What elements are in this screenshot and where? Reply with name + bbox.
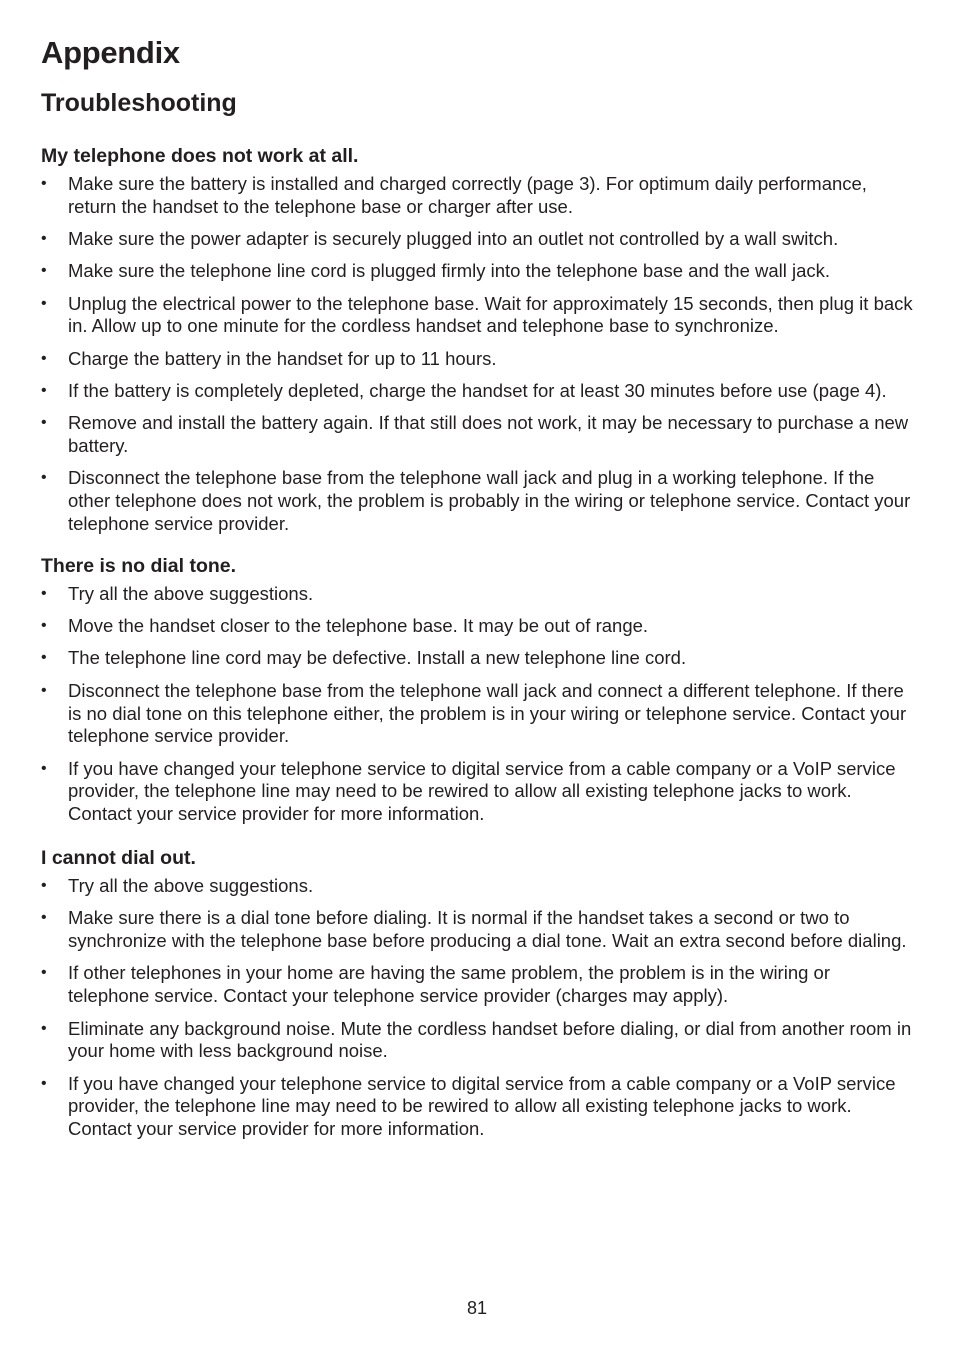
list-item — [41, 467, 916, 535]
list-item — [41, 615, 916, 638]
list-item-text: Try all the above suggestions. — [68, 582, 314, 604]
bullet-list — [41, 173, 916, 536]
subsection-heading: There is no dial tone. — [41, 554, 237, 577]
list-item — [41, 962, 916, 1008]
bullet-icon: • — [41, 1019, 47, 1037]
list-item-text: Charge the battery in the handset for up to 11 hours. — [68, 347, 497, 369]
list-item — [41, 293, 916, 339]
list-item — [41, 260, 916, 283]
list-item — [41, 380, 916, 403]
bullet-list — [41, 875, 916, 1141]
bullet-icon: • — [41, 349, 47, 367]
subsection-no-dial-tone — [41, 554, 916, 826]
bullet-icon: • — [41, 649, 47, 667]
subsection-heading: I cannot dial out. — [41, 847, 196, 870]
page-number: 81 — [466, 1298, 488, 1318]
list-item — [41, 348, 916, 371]
list-item — [41, 583, 916, 606]
list-item — [41, 875, 916, 898]
list-item-text: If other telephones in your home are having the same problem, the problem is in the wiring or telephone service. Contact your telephone service provider (charges may apply). — [68, 962, 830, 1007]
list-item — [41, 1018, 916, 1064]
list-item-text: The telephone line cord may be defective. Install a new telephone line cord. — [68, 647, 687, 669]
section-title: Troubleshooting — [41, 89, 237, 117]
subsection-heading: My telephone does not work at all. — [41, 145, 359, 167]
list-item-text: Move the handset closer to the telephone base. It may be out of range. — [68, 615, 649, 637]
list-item-text: If you have changed your telephone service to digital service from a cable company or a VoIP service provider, the telephone line may need to be rewired to allow all existing telephone jacks to work. Contact your service provider for more information. — [68, 1072, 896, 1140]
bullet-icon: • — [41, 262, 47, 280]
list-item-text: Make sure the telephone line cord is plugged firmly into the telephone base and the wall jack. — [68, 260, 831, 282]
list-item — [41, 228, 916, 251]
list-item — [41, 647, 916, 670]
list-item-text: Make sure there is a dial tone before dialing. It is normal if the handset takes a second or two to synchronize with the telephone base before producing a dial tone. Wait an extra second before dialing. — [68, 907, 907, 952]
bullet-icon: • — [41, 382, 47, 400]
list-item-text: Eliminate any background noise. Mute the cordless handset before dialing, or dial from another room in your home with less background noise. — [68, 1017, 912, 1062]
bullet-icon: • — [41, 230, 47, 248]
bullet-icon: • — [41, 469, 47, 487]
list-item — [41, 1073, 916, 1141]
list-item — [41, 412, 916, 458]
bullet-icon: • — [41, 1074, 47, 1092]
list-item — [41, 680, 916, 748]
list-item-text: If the battery is completely depleted, charge the handset for at least 30 minutes before use (page 4). — [68, 380, 887, 402]
bullet-icon: • — [41, 964, 47, 982]
bullet-list — [41, 583, 916, 826]
subsection-cannot-dial-out — [41, 846, 916, 1141]
bullet-icon: • — [41, 877, 47, 895]
list-item-text: Remove and install the battery again. If that still does not work, it may be necessary to purchase a new battery. — [68, 412, 909, 457]
page-title: Appendix — [41, 35, 180, 70]
list-item-text: Unplug the electrical power to the telephone base. Wait for approximately 15 seconds, then plug it back in. Allow up to one minute for the cordless handset and telephone base to synchronize. — [68, 292, 913, 337]
list-item — [41, 758, 916, 826]
bullet-icon: • — [41, 681, 47, 699]
list-item-text: Disconnect the telephone base from the telephone wall jack and connect a different telephone. If there is no dial tone on this telephone either, the problem is in your wiring or telephone service. Contact your telephone service provider. — [68, 679, 907, 747]
subsection-no-work — [41, 144, 916, 536]
bullet-icon: • — [41, 175, 47, 192]
bullet-icon: • — [41, 584, 47, 602]
list-item-text: Make sure the power adapter is securely plugged into an outlet not controlled by a wall switch. — [68, 228, 839, 250]
list-item — [41, 907, 916, 953]
list-item — [41, 173, 916, 219]
list-item-text: Make sure the battery is installed and charged correctly (page 3). For optimum daily performance, return the handset to the telephone base or charger after use. — [68, 173, 867, 217]
document-page — [41, 34, 916, 1151]
list-item-text: Try all the above suggestions. — [68, 875, 314, 897]
bullet-icon: • — [41, 759, 47, 777]
bullet-icon: • — [41, 414, 47, 432]
list-item-text: Disconnect the telephone base from the telephone wall jack and plug in a working telephone. If the other telephone does not work, the problem is probably in the wiring or telephone service. Contact your telephone service provider. — [68, 467, 911, 535]
bullet-icon: • — [41, 909, 47, 927]
list-item-text: If you have changed your telephone service to digital service from a cable company or a VoIP service provider, the telephone line may need to be rewired to allow all existing telephone jacks to work. Contact your service provider for more information. — [68, 757, 896, 825]
bullet-icon: • — [41, 294, 47, 312]
bullet-icon: • — [41, 617, 47, 635]
